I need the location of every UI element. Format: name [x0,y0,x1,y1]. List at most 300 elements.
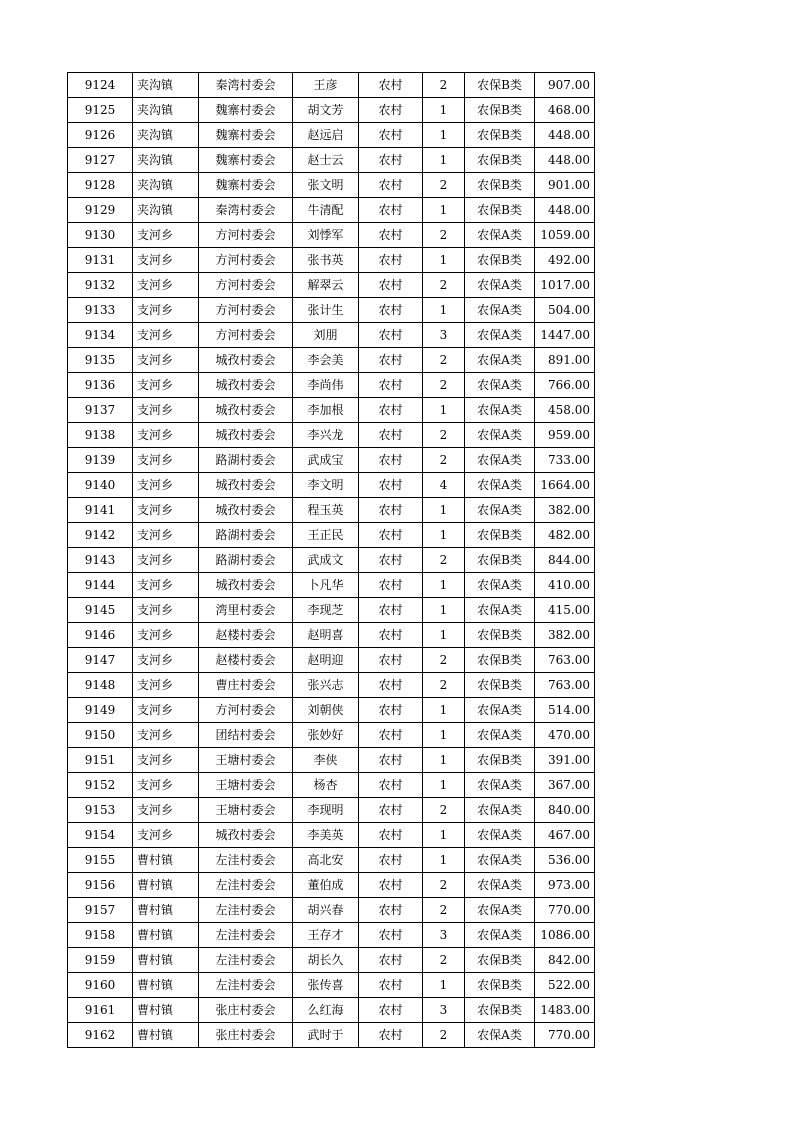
table-row [68,148,595,173]
cell-person-name: 赵明迎 [293,648,359,673]
cell-insurance-category: 农保B类 [465,548,535,573]
cell-household-type: 农村 [359,848,423,873]
cell-village-committee: 方河村委会 [199,273,293,298]
cell-person-name: 胡长久 [293,948,359,973]
cell-household-type: 农村 [359,73,423,98]
cell-insurance-category: 农保A类 [465,1023,535,1048]
cell-record-no: 9131 [68,248,133,273]
cell-amount: 470.00 [535,723,595,748]
cell-household-count: 2 [423,1023,465,1048]
cell-record-no: 9140 [68,473,133,498]
cell-village-committee: 方河村委会 [199,323,293,348]
cell-household-type: 农村 [359,123,423,148]
cell-record-no: 9133 [68,298,133,323]
cell-village-committee: 方河村委会 [199,223,293,248]
cell-amount: 382.00 [535,498,595,523]
cell-person-name: 张文明 [293,173,359,198]
cell-household-count: 1 [423,523,465,548]
cell-insurance-category: 农保B类 [465,648,535,673]
table-row [68,923,595,948]
cell-amount: 504.00 [535,298,595,323]
cell-village-committee: 方河村委会 [199,698,293,723]
cell-household-count: 3 [423,998,465,1023]
cell-household-count: 3 [423,923,465,948]
cell-insurance-category: 农保A类 [465,598,535,623]
cell-household-type: 农村 [359,448,423,473]
cell-household-type: 农村 [359,998,423,1023]
table-row [68,298,595,323]
cell-person-name: 张书英 [293,248,359,273]
cell-village-committee: 城孜村委会 [199,423,293,448]
cell-insurance-category: 农保A类 [465,398,535,423]
cell-insurance-category: 农保A类 [465,848,535,873]
cell-household-type: 农村 [359,748,423,773]
cell-household-type: 农村 [359,98,423,123]
cell-village-committee: 左洼村委会 [199,973,293,998]
cell-person-name: 李尚伟 [293,373,359,398]
cell-township: 夹沟镇 [133,73,199,98]
cell-amount: 448.00 [535,198,595,223]
cell-person-name: 李侠 [293,748,359,773]
cell-household-count: 2 [423,548,465,573]
cell-household-count: 4 [423,473,465,498]
cell-village-committee: 方河村委会 [199,248,293,273]
cell-insurance-category: 农保B类 [465,623,535,648]
cell-person-name: 张兴志 [293,673,359,698]
table-row [68,898,595,923]
cell-record-no: 9147 [68,648,133,673]
cell-township: 支河乡 [133,798,199,823]
cell-person-name: 王彦 [293,73,359,98]
cell-village-committee: 路湖村委会 [199,523,293,548]
table-row [68,473,595,498]
cell-household-type: 农村 [359,373,423,398]
cell-household-type: 农村 [359,473,423,498]
cell-village-committee: 城孜村委会 [199,573,293,598]
cell-insurance-category: 农保B类 [465,73,535,98]
table-row [68,498,595,523]
table-row [68,823,595,848]
table-row [68,348,595,373]
cell-insurance-category: 农保A类 [465,273,535,298]
cell-village-committee: 魏寨村委会 [199,173,293,198]
cell-township: 支河乡 [133,673,199,698]
cell-person-name: 武成文 [293,548,359,573]
cell-township: 曹村镇 [133,998,199,1023]
cell-village-committee: 左洼村委会 [199,848,293,873]
cell-record-no: 9151 [68,748,133,773]
table-row [68,223,595,248]
cell-village-committee: 赵楼村委会 [199,648,293,673]
cell-household-count: 2 [423,348,465,373]
cell-household-type: 农村 [359,948,423,973]
table-row [68,998,595,1023]
cell-insurance-category: 农保A类 [465,298,535,323]
cell-township: 支河乡 [133,248,199,273]
cell-insurance-category: 农保B类 [465,98,535,123]
table-row [68,448,595,473]
cell-person-name: 赵远启 [293,123,359,148]
cell-insurance-category: 农保B类 [465,748,535,773]
cell-record-no: 9134 [68,323,133,348]
cell-amount: 468.00 [535,98,595,123]
cell-person-name: 李会美 [293,348,359,373]
cell-township: 支河乡 [133,523,199,548]
table-row [68,548,595,573]
table-row [68,1023,595,1048]
cell-record-no: 9161 [68,998,133,1023]
cell-household-type: 农村 [359,773,423,798]
cell-record-no: 9149 [68,698,133,723]
cell-household-type: 农村 [359,348,423,373]
cell-person-name: 刘悸军 [293,223,359,248]
cell-record-no: 9150 [68,723,133,748]
cell-village-committee: 曹庄村委会 [199,673,293,698]
cell-village-committee: 左洼村委会 [199,923,293,948]
cell-amount: 763.00 [535,648,595,673]
cell-insurance-category: 农保B类 [465,998,535,1023]
cell-household-type: 农村 [359,523,423,548]
cell-person-name: 张计生 [293,298,359,323]
table-row [68,573,595,598]
cell-household-type: 农村 [359,798,423,823]
cell-household-count: 1 [423,973,465,998]
table-row [68,98,595,123]
cell-insurance-category: 农保A类 [465,898,535,923]
cell-record-no: 9154 [68,823,133,848]
cell-household-count: 1 [423,198,465,223]
cell-record-no: 9138 [68,423,133,448]
cell-amount: 973.00 [535,873,595,898]
cell-amount: 891.00 [535,348,595,373]
cell-village-committee: 左洼村委会 [199,898,293,923]
cell-household-type: 农村 [359,573,423,598]
cell-household-count: 2 [423,73,465,98]
cell-village-committee: 路湖村委会 [199,548,293,573]
cell-village-committee: 魏寨村委会 [199,148,293,173]
cell-insurance-category: 农保A类 [465,373,535,398]
cell-household-type: 农村 [359,173,423,198]
table-row [68,398,595,423]
cell-village-committee: 左洼村委会 [199,873,293,898]
table-row [68,373,595,398]
cell-record-no: 9124 [68,73,133,98]
cell-person-name: 董伯成 [293,873,359,898]
cell-insurance-category: 农保A类 [465,698,535,723]
cell-record-no: 9130 [68,223,133,248]
cell-township: 夹沟镇 [133,148,199,173]
cell-household-type: 农村 [359,398,423,423]
cell-household-type: 农村 [359,623,423,648]
cell-township: 曹村镇 [133,873,199,898]
cell-township: 支河乡 [133,323,199,348]
cell-amount: 844.00 [535,548,595,573]
cell-amount: 1664.00 [535,473,595,498]
table-row [68,873,595,898]
cell-village-committee: 路湖村委会 [199,448,293,473]
cell-record-no: 9152 [68,773,133,798]
cell-person-name: 李加根 [293,398,359,423]
table-row [68,198,595,223]
cell-township: 支河乡 [133,823,199,848]
cell-amount: 536.00 [535,848,595,873]
cell-village-committee: 城孜村委会 [199,823,293,848]
cell-person-name: 李文明 [293,473,359,498]
cell-household-count: 2 [423,448,465,473]
cell-person-name: 武成宝 [293,448,359,473]
cell-record-no: 9156 [68,873,133,898]
cell-village-committee: 赵楼村委会 [199,623,293,648]
cell-household-count: 1 [423,123,465,148]
cell-insurance-category: 农保A类 [465,573,535,598]
cell-amount: 907.00 [535,73,595,98]
table-body [68,73,595,1048]
cell-household-count: 1 [423,248,465,273]
table-row [68,123,595,148]
cell-record-no: 9128 [68,173,133,198]
cell-insurance-category: 农保B类 [465,248,535,273]
cell-household-count: 2 [423,673,465,698]
cell-person-name: 赵士云 [293,148,359,173]
cell-amount: 522.00 [535,973,595,998]
cell-household-count: 1 [423,298,465,323]
cell-village-committee: 城孜村委会 [199,348,293,373]
cell-record-no: 9132 [68,273,133,298]
cell-village-committee: 城孜村委会 [199,398,293,423]
cell-village-committee: 王塘村委会 [199,798,293,823]
cell-person-name: 程玉英 [293,498,359,523]
cell-insurance-category: 农保B类 [465,948,535,973]
cell-household-count: 2 [423,873,465,898]
cell-household-type: 农村 [359,598,423,623]
cell-village-committee: 城孜村委会 [199,473,293,498]
cell-household-type: 农村 [359,198,423,223]
table-row [68,523,595,548]
cell-record-no: 9142 [68,523,133,548]
cell-record-no: 9137 [68,398,133,423]
cell-record-no: 9129 [68,198,133,223]
cell-amount: 1059.00 [535,223,595,248]
cell-household-count: 2 [423,423,465,448]
cell-township: 支河乡 [133,423,199,448]
cell-person-name: 卜凡华 [293,573,359,598]
cell-amount: 1447.00 [535,323,595,348]
cell-household-count: 2 [423,898,465,923]
cell-township: 曹村镇 [133,1023,199,1048]
cell-village-committee: 团结村委会 [199,723,293,748]
cell-township: 支河乡 [133,223,199,248]
table-row [68,598,595,623]
cell-household-count: 1 [423,848,465,873]
cell-household-count: 1 [423,148,465,173]
cell-insurance-category: 农保A类 [465,823,535,848]
table-row [68,973,595,998]
cell-township: 支河乡 [133,698,199,723]
cell-record-no: 9146 [68,623,133,648]
cell-insurance-category: 农保B类 [465,198,535,223]
cell-insurance-category: 农保B类 [465,523,535,548]
cell-person-name: 刘朋 [293,323,359,348]
cell-township: 支河乡 [133,448,199,473]
cell-amount: 415.00 [535,598,595,623]
cell-township: 支河乡 [133,598,199,623]
cell-township: 支河乡 [133,548,199,573]
cell-village-committee: 方河村委会 [199,298,293,323]
cell-amount: 733.00 [535,448,595,473]
cell-insurance-category: 农保A类 [465,323,535,348]
cell-village-committee: 王塘村委会 [199,773,293,798]
cell-person-name: 牛清配 [293,198,359,223]
cell-person-name: 杨杏 [293,773,359,798]
cell-insurance-category: 农保A类 [465,223,535,248]
cell-record-no: 9139 [68,448,133,473]
cell-record-no: 9141 [68,498,133,523]
table-row [68,773,595,798]
cell-household-type: 农村 [359,423,423,448]
cell-household-type: 农村 [359,898,423,923]
cell-record-no: 9145 [68,598,133,623]
cell-household-type: 农村 [359,823,423,848]
cell-village-committee: 张庄村委会 [199,1023,293,1048]
cell-household-count: 3 [423,323,465,348]
cell-amount: 467.00 [535,823,595,848]
cell-record-no: 9144 [68,573,133,598]
table-row [68,73,595,98]
table-row [68,698,595,723]
cell-amount: 1086.00 [535,923,595,948]
cell-household-type: 农村 [359,323,423,348]
table-row [68,848,595,873]
cell-insurance-category: 农保A类 [465,498,535,523]
cell-insurance-category: 农保B类 [465,123,535,148]
cell-amount: 382.00 [535,623,595,648]
cell-township: 支河乡 [133,773,199,798]
cell-amount: 482.00 [535,523,595,548]
cell-record-no: 9160 [68,973,133,998]
cell-person-name: 武时于 [293,1023,359,1048]
cell-household-count: 2 [423,948,465,973]
cell-amount: 391.00 [535,748,595,773]
cell-insurance-category: 农保B类 [465,973,535,998]
cell-person-name: 王存才 [293,923,359,948]
cell-insurance-category: 农保A类 [465,423,535,448]
cell-household-count: 2 [423,648,465,673]
cell-insurance-category: 农保A类 [465,773,535,798]
cell-household-count: 1 [423,773,465,798]
cell-amount: 410.00 [535,573,595,598]
cell-household-count: 1 [423,573,465,598]
cell-village-committee: 魏寨村委会 [199,123,293,148]
cell-insurance-category: 农保A类 [465,923,535,948]
cell-township: 曹村镇 [133,898,199,923]
cell-village-committee: 左洼村委会 [199,948,293,973]
cell-household-count: 1 [423,723,465,748]
cell-township: 支河乡 [133,573,199,598]
cell-village-committee: 王塘村委会 [199,748,293,773]
cell-amount: 1483.00 [535,998,595,1023]
cell-person-name: 么红海 [293,998,359,1023]
cell-household-type: 农村 [359,548,423,573]
cell-insurance-category: 农保A类 [465,723,535,748]
cell-household-type: 农村 [359,248,423,273]
cell-household-count: 2 [423,173,465,198]
cell-record-no: 9127 [68,148,133,173]
table-row [68,798,595,823]
cell-amount: 367.00 [535,773,595,798]
cell-township: 支河乡 [133,723,199,748]
cell-village-committee: 秦湾村委会 [199,73,293,98]
cell-amount: 770.00 [535,898,595,923]
cell-insurance-category: 农保B类 [465,673,535,698]
cell-household-type: 农村 [359,273,423,298]
cell-township: 夹沟镇 [133,98,199,123]
cell-amount: 766.00 [535,373,595,398]
cell-township: 支河乡 [133,623,199,648]
cell-household-type: 农村 [359,1023,423,1048]
cell-insurance-category: 农保A类 [465,448,535,473]
cell-township: 支河乡 [133,273,199,298]
cell-township: 支河乡 [133,498,199,523]
cell-amount: 842.00 [535,948,595,973]
cell-person-name: 李兴龙 [293,423,359,448]
table-row [68,248,595,273]
cell-household-type: 农村 [359,873,423,898]
cell-village-committee: 张庄村委会 [199,998,293,1023]
cell-household-type: 农村 [359,698,423,723]
cell-amount: 514.00 [535,698,595,723]
cell-amount: 901.00 [535,173,595,198]
cell-amount: 448.00 [535,123,595,148]
cell-household-type: 农村 [359,148,423,173]
cell-record-no: 9125 [68,98,133,123]
cell-township: 支河乡 [133,748,199,773]
cell-insurance-category: 农保B类 [465,148,535,173]
cell-township: 曹村镇 [133,923,199,948]
cell-insurance-category: 农保B类 [465,173,535,198]
cell-village-committee: 湾里村委会 [199,598,293,623]
table-row [68,948,595,973]
cell-township: 曹村镇 [133,948,199,973]
table-row [68,673,595,698]
cell-amount: 770.00 [535,1023,595,1048]
cell-township: 曹村镇 [133,848,199,873]
cell-township: 夹沟镇 [133,173,199,198]
cell-household-type: 农村 [359,648,423,673]
cell-amount: 448.00 [535,148,595,173]
cell-household-count: 1 [423,823,465,848]
table-row [68,623,595,648]
cell-person-name: 胡文芳 [293,98,359,123]
cell-record-no: 9158 [68,923,133,948]
cell-record-no: 9135 [68,348,133,373]
cell-village-committee: 城孜村委会 [199,498,293,523]
cell-person-name: 李美英 [293,823,359,848]
allowance-table [67,72,595,1048]
cell-township: 夹沟镇 [133,123,199,148]
cell-household-count: 2 [423,273,465,298]
cell-household-count: 1 [423,398,465,423]
cell-household-count: 2 [423,373,465,398]
cell-household-type: 农村 [359,723,423,748]
table-row [68,648,595,673]
cell-township: 夹沟镇 [133,198,199,223]
cell-amount: 458.00 [535,398,595,423]
cell-insurance-category: 农保A类 [465,473,535,498]
cell-household-type: 农村 [359,498,423,523]
table-row [68,723,595,748]
cell-record-no: 9153 [68,798,133,823]
cell-household-count: 2 [423,223,465,248]
